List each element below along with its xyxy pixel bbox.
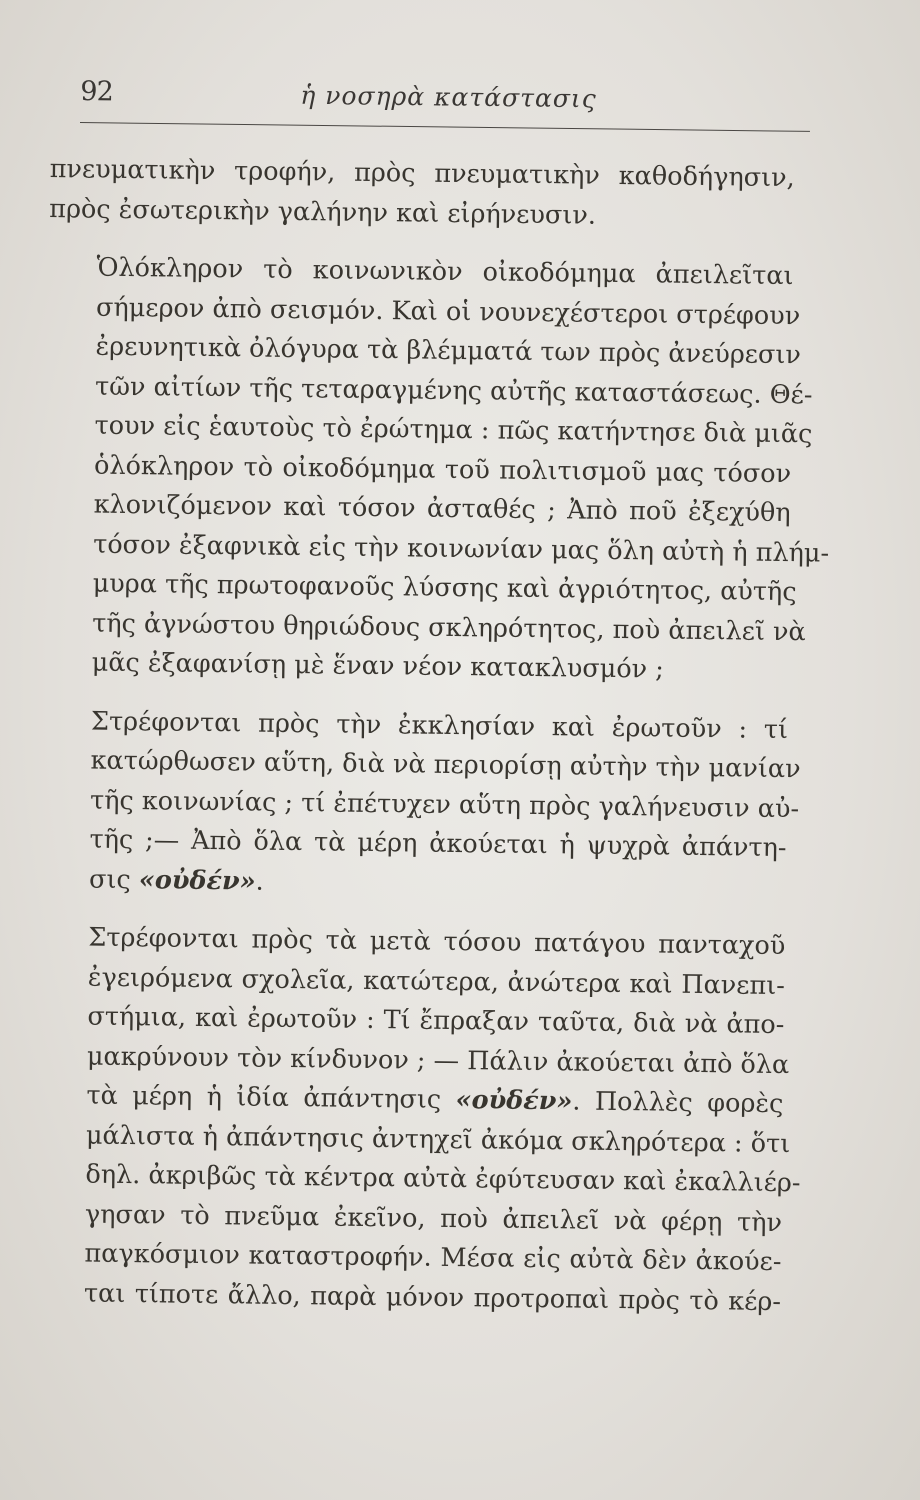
paragraph-1 xyxy=(49,150,795,238)
paragraph-2 xyxy=(43,248,830,692)
text-line: Στρέφονται πρὸς τὰ μετὰ τόσου πατάγου πανταχοῦ xyxy=(88,922,786,962)
text-line: πνευματικὴν τροφήν, πρὸς πνευματικὴν καθοδήγησιν, xyxy=(49,153,795,194)
text-line: τόσον ἐξαφνικὰ εἰς τὴν κοινωνίαν μας ὅλη αὐτὴ ἡ πλήμ- xyxy=(93,529,830,569)
text-line: κλονιζόμενον καὶ τόσον ἀσταθές ; Ἀπὸ ποῦ ἐξεχύθη xyxy=(93,489,791,529)
text-line: τουν εἰς ἑαυτοὺς τὸ ἐρώτημα : πῶς κατήντησε διὰ μιᾶς xyxy=(94,410,813,450)
text-line: κατώρθωσεν αὕτη, διὰ νὰ περιορίσῃ αὐτὴν τὴν μανίαν xyxy=(90,745,801,785)
text-line: μακρύνουν τὸν κίνδυνον ; — Πάλιν ἀκούεται ἀπὸ ὅλα xyxy=(86,1041,790,1080)
text-line: τῆς κοινωνίας ; τί ἐπέτυχεν αὕτη πρὸς γαλήνευσιν αὐ- xyxy=(89,785,800,824)
text-line: παγκόσμιον καταστροφήν. Μέσα εἰς αὐτὰ δὲν ἀκούε- xyxy=(84,1238,782,1278)
text-line: Ὁλόκληρον τὸ κοινωνικὸν οἰκοδόμημα ἀπειλεῖται xyxy=(96,252,794,292)
text-line: μᾶς ἐξαφανίσῃ μὲ ἕναν νέον κατακλυσμόν ; xyxy=(91,647,665,685)
text-line: ὁλόκληρον τὸ οἰκοδόμημα τοῦ πολιτισμοῦ μας τόσον xyxy=(93,450,792,489)
text-line: τῆς ;— Ἀπὸ ὅλα τὰ μέρη ἀκούεται ἡ ψυχρὰ ἀπάντη- xyxy=(89,824,787,864)
paragraph-3 xyxy=(41,701,801,908)
text-line: τῶν αἰτίων τῆς τεταραγμένης αὐτῆς καταστάσεως. Θέ- xyxy=(94,371,813,410)
text-line: σήμερον ἀπὸ σεισμόν. Καὶ οἱ νουνεχέστεροι στρέφουν xyxy=(95,292,801,331)
text-line: δηλ. ἀκριβῶς τὰ κέντρα αὐτὰ ἐφύτευσαν καὶ ἐκαλλιέρ- xyxy=(85,1159,801,1199)
emphasized-word: «οὐδέν» xyxy=(138,864,256,897)
text-line: ἐρευνητικὰ ὀλόγυρα τὰ βλέμματά των πρὸς ἀνεύρεσιν xyxy=(95,331,802,371)
running-title: ἡ νοσηρὰ κατάστασις xyxy=(300,80,597,114)
text-line: γησαν τὸ πνεῦμα ἐκεῖνο, ποὺ ἀπειλεῖ νὰ φέρῃ τὴν xyxy=(84,1199,783,1238)
body-text xyxy=(36,150,830,1322)
text-line: μυρα τῆς πρωτοφανοῦς λύσσης καὶ ἀγριότητος, αὐτῆς xyxy=(92,568,797,608)
text-line: τὰ μέρη ἡ ἰδία ἀπάντησις «οὐδέν». Πολλὲς φορὲς xyxy=(86,1080,784,1120)
text-line: σις «οὐδέν». xyxy=(88,864,264,897)
text-line: στήμια, καὶ ἐρωτοῦν : Τί ἔπραξαν ταῦτα, διὰ νὰ ἀπο- xyxy=(87,1001,785,1041)
page-number: 92 xyxy=(80,76,113,108)
text-line: μάλιστα ἡ ἀπάντησις ἀντηχεῖ ἀκόμα σκληρότερα : ὅτι xyxy=(85,1120,791,1159)
paragraph-4 xyxy=(36,918,801,1322)
text-line: ται τίποτε ἄλλο, παρὰ μόνον προτροπαὶ πρὸς τὸ κέρ- xyxy=(83,1278,782,1317)
running-head xyxy=(80,72,811,132)
emphasized-word: «οὐδέν» xyxy=(455,1085,573,1117)
text-line: τῆς ἀγνώστου θηριώδους σκληρότητος, ποὺ ἀπειλεῖ νὰ xyxy=(92,608,806,647)
text-line: πρὸς ἐσωτερικὴν γαλήνην καὶ εἰρήνευσιν. xyxy=(49,193,597,231)
text-line: Στρέφονται πρὸς τὴν ἐκκλησίαν καὶ ἐρωτοῦν : τί xyxy=(90,706,789,745)
text-line: ἐγειρόμενα σχολεῖα, κατώτερα, ἀνώτερα καὶ Πανεπι- xyxy=(87,962,786,1001)
